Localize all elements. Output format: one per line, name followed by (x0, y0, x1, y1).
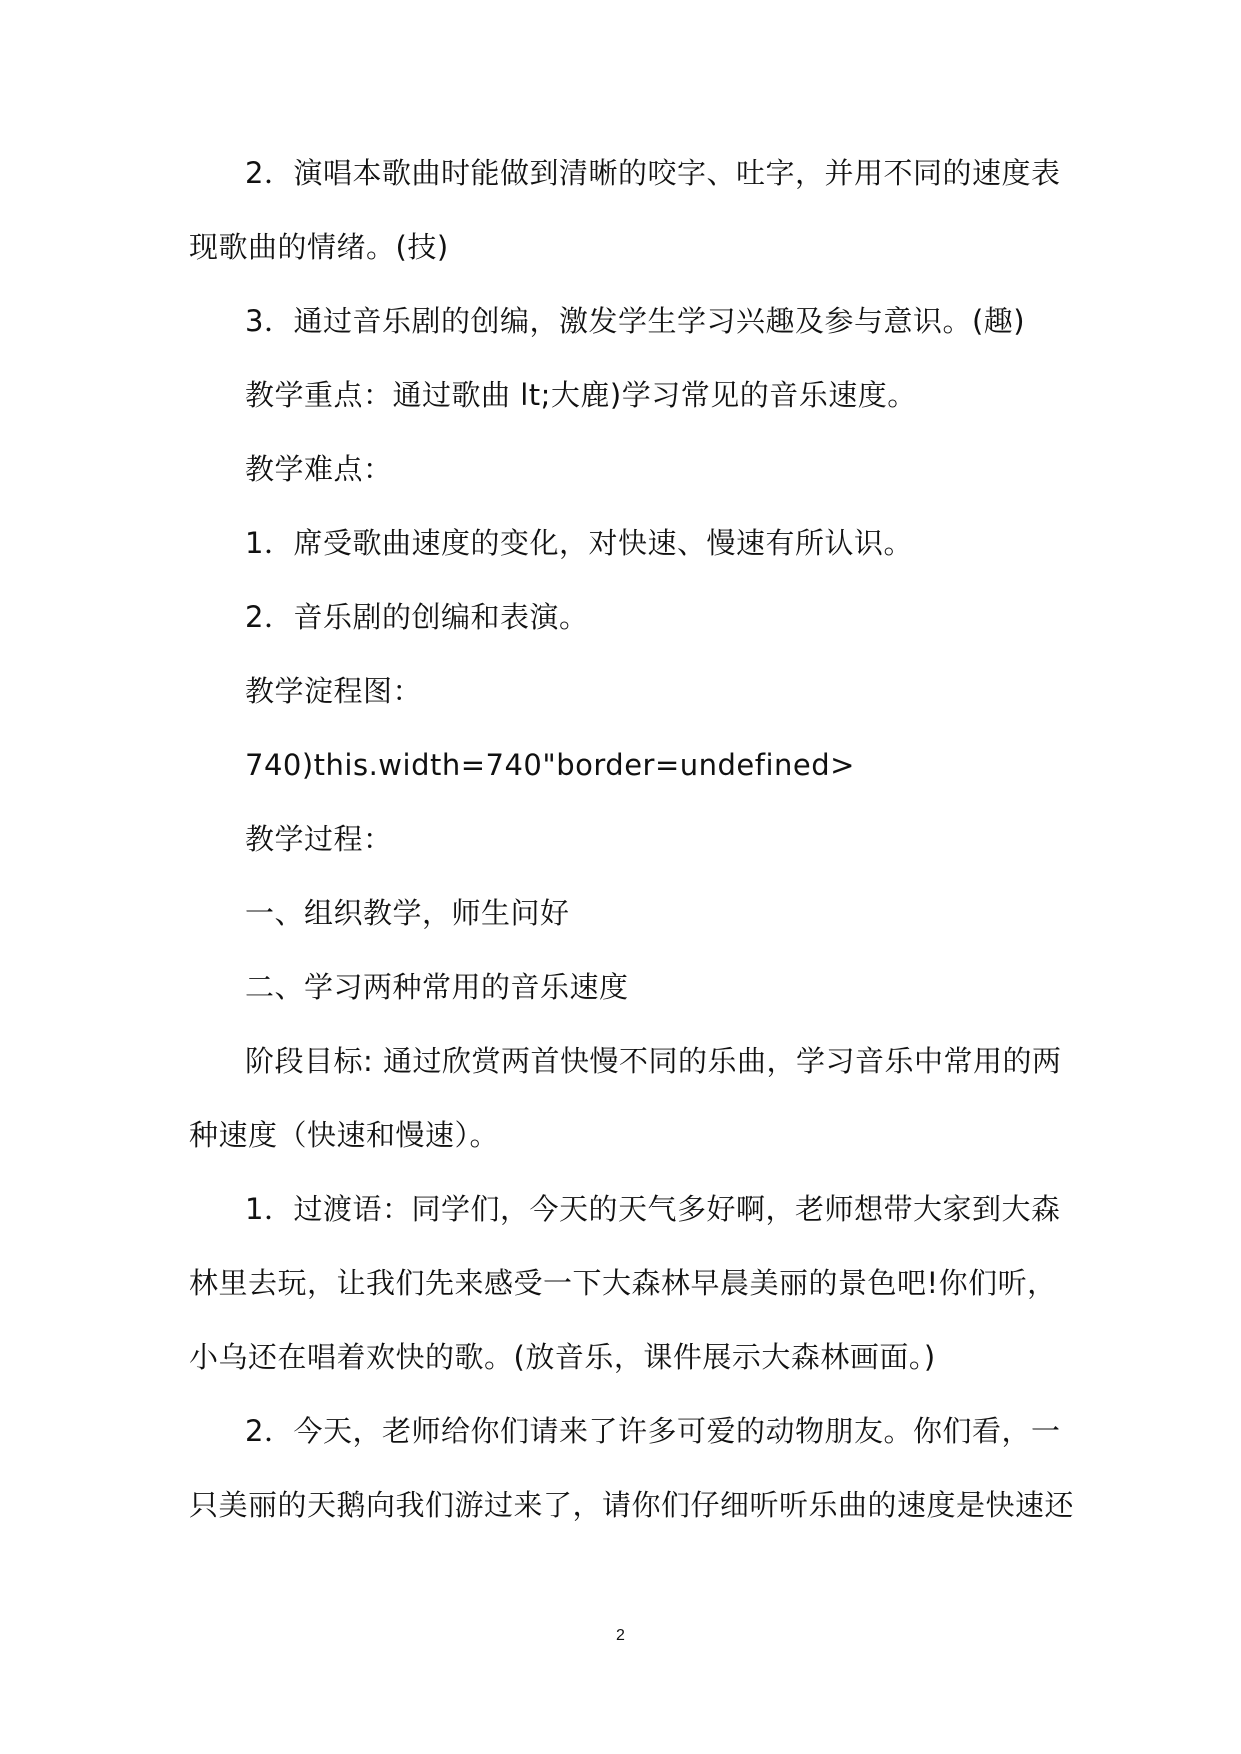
paragraph-line: 种速度（快速和慢速）。 (189, 1118, 500, 1152)
paragraph-line: 2．演唱本歌曲时能做到清晰的咬字、吐字，并用不同的速度表 (245, 156, 1061, 190)
paragraph-line: 现歌曲的情绪。(技) (189, 230, 449, 264)
page-number: 2 (616, 1627, 625, 1644)
paragraph-line: 教学重点：通过歌曲 lt;大鹿)学习常见的音乐速度。 (245, 378, 917, 412)
paragraph-line: 2．音乐剧的创编和表演。 (245, 600, 589, 634)
section-heading: 教学难点： (245, 452, 393, 486)
paragraph-line: 1．席受歌曲速度的变化，对快速、慢速有所认识。 (245, 526, 913, 560)
paragraph-line: 1．过渡语：同学们，今天的天气多好啊，老师想带大家到大森 (245, 1192, 1061, 1226)
paragraph-line: 林里去玩，让我们先来感受一下大森林早晨美丽的景色吧!你们听， (189, 1266, 1057, 1300)
section-heading: 二、学习两种常用的音乐速度 (245, 970, 629, 1004)
paragraph-line: 小乌还在唱着欢快的歌。(放音乐，课件展示大森林画面。) (189, 1340, 936, 1374)
paragraph-line: 2．今天，老师给你们请来了许多可爱的动物朋友。你们看，一 (245, 1414, 1061, 1448)
paragraph-line: 3．通过音乐剧的创编，激发学生学习兴趣及参与意识。(趣) (245, 304, 1026, 338)
section-heading: 教学淀程图： (245, 674, 423, 708)
paragraph-line: 阶段目标: 通过欣赏两首快慢不同的乐曲，学习音乐中常用的两 (245, 1044, 1062, 1078)
paragraph-line: 只美丽的天鹅向我们游过来了，请你们仔细听听乐曲的速度是快速还 (189, 1488, 1075, 1522)
section-heading: 一、组织教学，师生问好 (245, 896, 570, 930)
paragraph-line: 740)this.width=740"border=undefined> (245, 748, 855, 782)
section-heading: 教学过程： (245, 822, 393, 856)
